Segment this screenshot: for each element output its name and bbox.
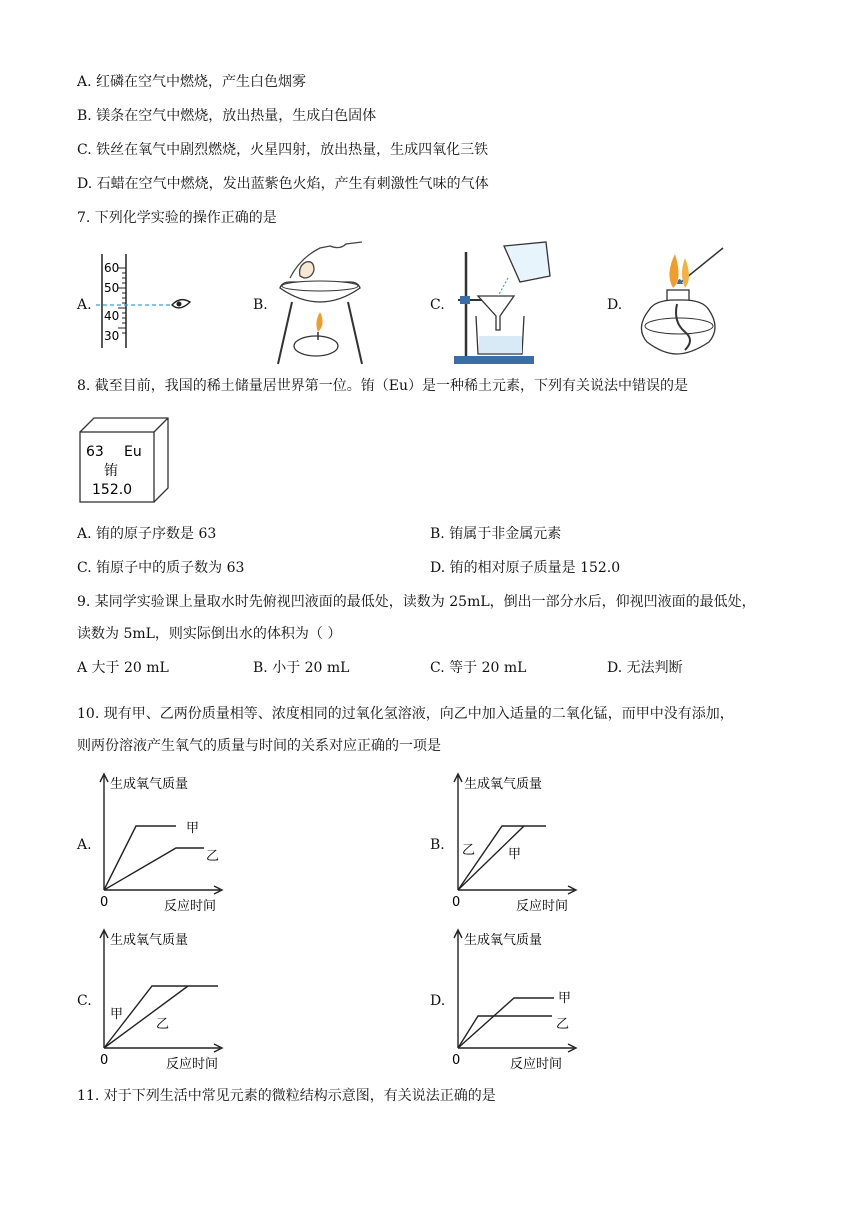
q6-option-a: A. 红磷在空气中燃烧，产生白色烟雾 bbox=[77, 74, 307, 90]
q10-label-c: C. bbox=[77, 993, 92, 1009]
q10-label-b: B. bbox=[430, 837, 445, 853]
q7-stem: 7. 下列化学实验的操作正确的是 bbox=[77, 210, 277, 226]
svg-text:乙: 乙 bbox=[156, 1017, 170, 1032]
svg-text:生成氧气质量: 生成氧气质量 bbox=[110, 777, 189, 792]
q7-label-b: B. bbox=[253, 297, 268, 313]
svg-text:反应时间: 反应时间 bbox=[164, 899, 217, 914]
q8-option-c: C. 铕原子中的质子数为 63 bbox=[77, 560, 245, 576]
q6-option-c: C. 铁丝在氧气中剧烈燃烧，火星四射，放出热量，生成四氧化三铁 bbox=[77, 142, 489, 158]
q10-stem-line1: 10. 现有甲、乙两份质量相等、浓度相同的过氧化氢溶液，向乙中加入适量的二氧化锰，而甲中没有添加， bbox=[77, 706, 734, 722]
q10-stem-line2: 则两份溶液产生氧气的质量与时间的关系对应正确的一项是 bbox=[77, 738, 441, 754]
q9-option-a: A 大于 20 mL bbox=[77, 660, 169, 676]
svg-text:生成氧气质量: 生成氧气质量 bbox=[464, 933, 543, 948]
q8-element-cell bbox=[76, 414, 172, 506]
q6-option-d: D. 石蜡在空气中燃烧，发出蓝紫色火焰，产生有刺激性气味的气体 bbox=[77, 176, 489, 192]
svg-text:乙: 乙 bbox=[462, 843, 476, 858]
atomic-mass: 152.0 bbox=[92, 482, 133, 498]
atomic-number: 63 bbox=[86, 444, 104, 460]
q9-stem-line2: 读数为 5mL，则实际倒出水的体积为（ ） bbox=[77, 626, 342, 642]
q10-graph-b bbox=[450, 770, 590, 916]
q7-label-d: D. bbox=[607, 297, 623, 313]
tick-40: 40 bbox=[104, 309, 120, 323]
element-name: 铕 bbox=[104, 463, 118, 479]
svg-text:反应时间: 反应时间 bbox=[166, 1057, 219, 1072]
svg-text:甲: 甲 bbox=[508, 847, 522, 862]
q8-option-a: A. 铕的原子序数是 63 bbox=[77, 526, 217, 542]
svg-text:乙: 乙 bbox=[556, 1017, 570, 1032]
q7-label-a: A. bbox=[77, 297, 92, 313]
q7-label-c: C. bbox=[430, 297, 445, 313]
q7-graduated-cylinder-reading bbox=[96, 252, 196, 352]
svg-text:生成氧气质量: 生成氧气质量 bbox=[110, 933, 189, 948]
q7-evaporating-dish-illustration bbox=[270, 240, 370, 368]
q7-filtration-illustration bbox=[450, 238, 560, 368]
tick-30: 30 bbox=[104, 329, 120, 343]
tick-50: 50 bbox=[104, 281, 120, 295]
svg-text:甲: 甲 bbox=[186, 821, 200, 836]
svg-text:0: 0 bbox=[452, 1053, 461, 1068]
q8-option-d: D. 铕的相对原子质量是 152.0 bbox=[430, 560, 621, 576]
svg-text:反应时间: 反应时间 bbox=[510, 1057, 563, 1072]
q10-graph-c bbox=[96, 924, 236, 1072]
svg-text:0: 0 bbox=[100, 1053, 109, 1068]
q8-option-b: B. 铕属于非金属元素 bbox=[430, 526, 562, 542]
q9-option-d: D. 无法判断 bbox=[607, 660, 683, 676]
svg-text:乙: 乙 bbox=[206, 849, 220, 864]
svg-text:甲: 甲 bbox=[110, 1007, 124, 1022]
svg-text:反应时间: 反应时间 bbox=[516, 899, 569, 914]
svg-text:0: 0 bbox=[100, 895, 109, 910]
q9-option-c: C. 等于 20 mL bbox=[430, 660, 527, 676]
q7-alcohol-lamp-illustration bbox=[625, 240, 735, 364]
tick-60: 60 bbox=[104, 261, 120, 275]
q10-label-d: D. bbox=[430, 993, 446, 1009]
q10-graph-d bbox=[450, 924, 590, 1072]
q9-stem-line1: 9. 某同学实验课上量取水时先俯视凹液面的最低处，读数为 25mL，倒出一部分水后，仰视凹液面的最低处， bbox=[77, 594, 756, 610]
eye-icon bbox=[172, 300, 190, 308]
svg-text:甲: 甲 bbox=[558, 991, 572, 1006]
svg-text:生成氧气质量: 生成氧气质量 bbox=[464, 777, 543, 792]
q9-option-b: B. 小于 20 mL bbox=[253, 660, 350, 676]
q6-option-b: B. 镁条在空气中燃烧，放出热量，生成白色固体 bbox=[77, 108, 377, 124]
q8-stem: 8. 截至目前，我国的稀土储量居世界第一位。铕（Eu）是一种稀土元素，下列有关说法中错误的是 bbox=[77, 378, 689, 394]
q10-graph-a bbox=[96, 770, 236, 916]
svg-text:0: 0 bbox=[452, 895, 461, 910]
element-symbol: Eu bbox=[124, 444, 142, 460]
q11-stem: 11. 对于下列生活中常见元素的微粒结构示意图，有关说法正确的是 bbox=[77, 1088, 496, 1104]
q10-label-a: A. bbox=[77, 837, 92, 853]
